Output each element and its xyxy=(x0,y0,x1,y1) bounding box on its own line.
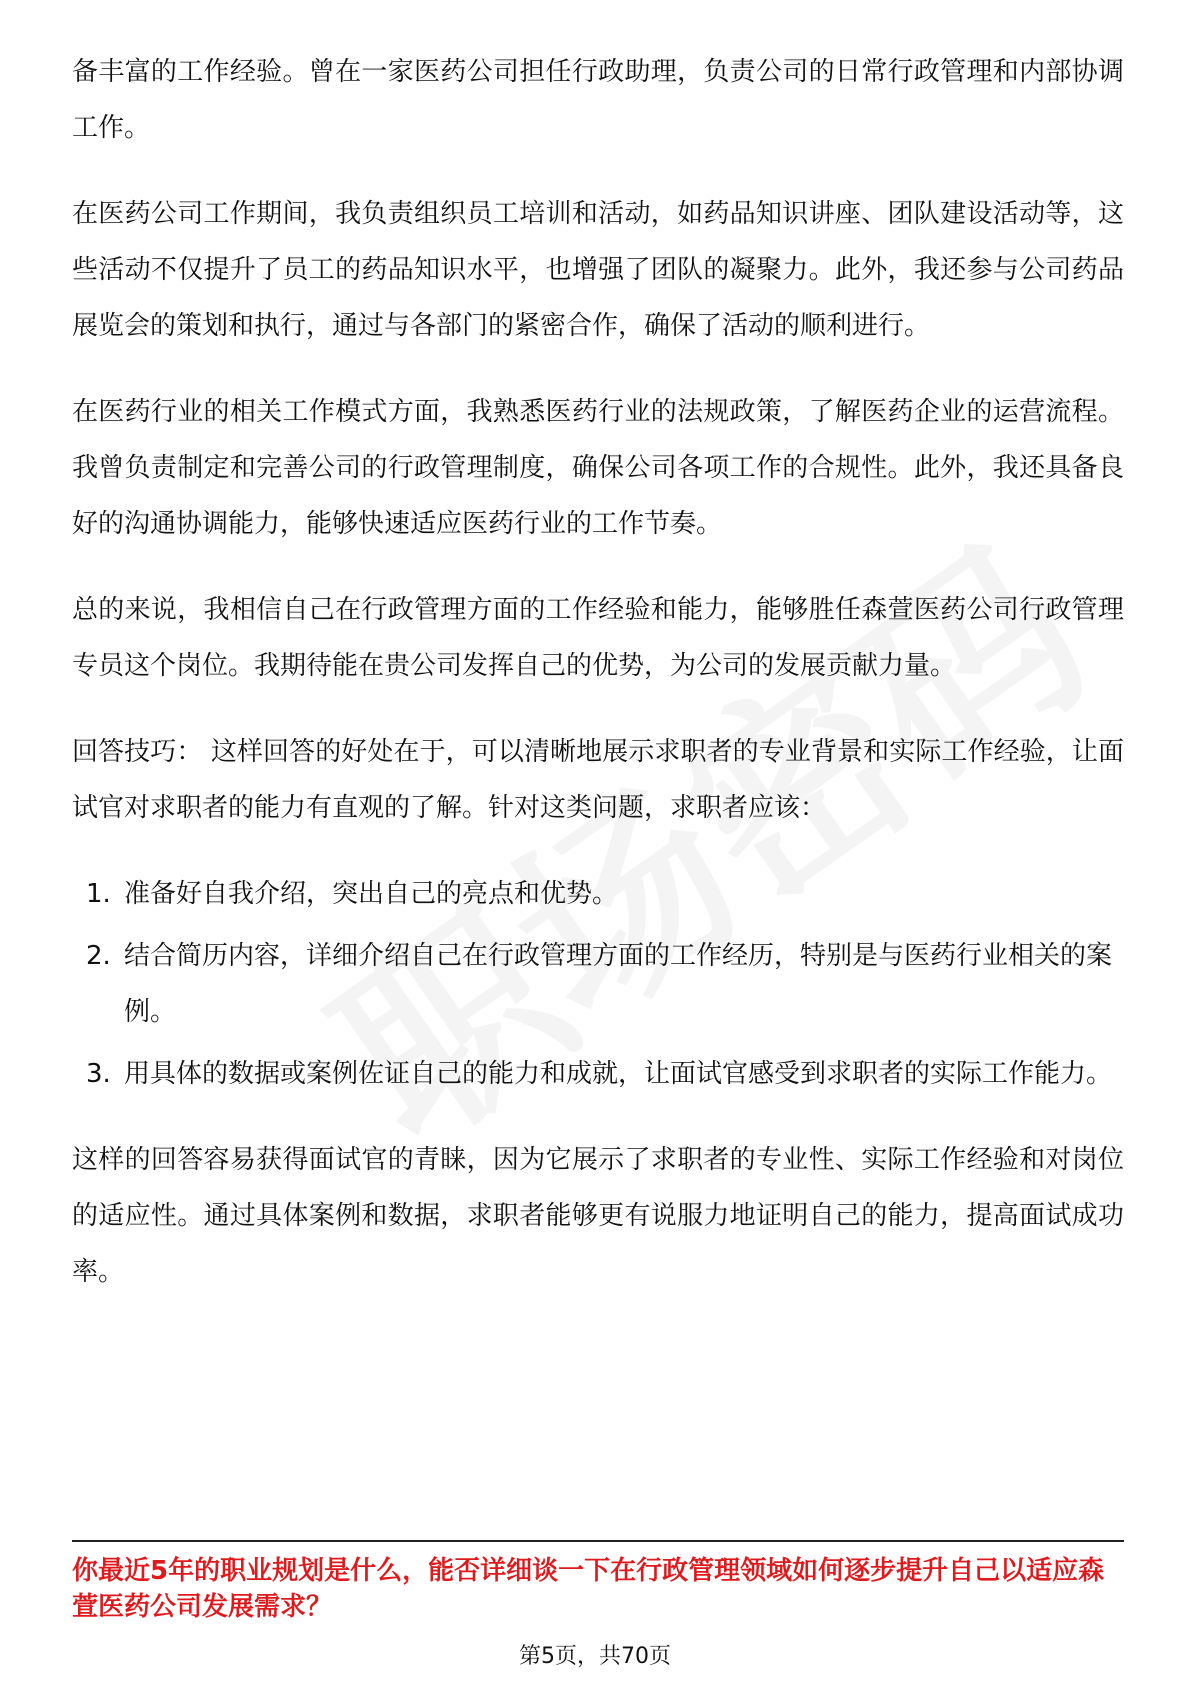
page-number: 第5页，共70页 xyxy=(519,1644,671,1669)
list-item xyxy=(72,866,1124,922)
list-item-number: 1. xyxy=(86,879,111,909)
paragraph-closing: 这样的回答容易获得面试官的青睐，因为它展示了求职者的专业性、实际工作经验和对岗位的适应性。通过具体案例和数据，求职者能够更有说服力地证明自己的能力，提高面试成功率。 xyxy=(72,1145,1124,1287)
list-item-text: 用具体的数据或案例佐证自己的能力和成就，让面试官感受到求职者的实际工作能力。 xyxy=(124,1059,1113,1089)
section-divider xyxy=(72,1540,1124,1542)
paragraph-industry-knowledge: 在医药行业的相关工作模式方面，我熟悉医药行业的法规政策，了解医药企业的运营流程。我曾负责制定和完善公司的行政管理制度，确保公司各项工作的合规性。此外，我还具备良好的沟通协调能力，能够快速适应医药行业的工作节奏。 xyxy=(72,397,1124,539)
paragraph-training-activities: 在医药公司工作期间，我负责组织员工培训和活动，如药品知识讲座、团队建设活动等，这些活动不仅提升了员工的药品知识水平，也增强了团队的凝聚力。此外，我还参与公司药品展览会的策划和执行，通过与各部门的紧密合作，确保了活动的顺利进行。 xyxy=(72,199,1124,341)
list-item-text: 结合简历内容，详细介绍自己在行政管理方面的工作经历，特别是与医药行业相关的案例。 xyxy=(124,941,1113,1027)
list-item xyxy=(72,928,1124,1040)
list-item xyxy=(72,1046,1124,1102)
paragraph-summary: 总的来说，我相信自己在行政管理方面的工作经验和能力，能够胜任森萱医药公司行政管理专员这个岗位。我期待能在贵公司发挥自己的优势，为公司的发展贡献力量。 xyxy=(72,595,1124,681)
tips-list xyxy=(72,866,1124,1102)
list-item-number: 2. xyxy=(86,941,111,971)
next-question-heading: 你最近5年的职业规划是什么，能否详细谈一下在行政管理领域如何逐步提升自己以适应森萱医药公司发展需求？ xyxy=(72,1556,1105,1622)
paragraph-answer-tips: 回答技巧： 这样回答的好处在于，可以清晰地展示求职者的专业背景和实际工作经验，让面试官对求职者的能力有直观的了解。针对这类问题，求职者应该： xyxy=(72,737,1124,823)
list-item-number: 3. xyxy=(86,1059,111,1089)
list-item-text: 准备好自我介绍，突出自己的亮点和优势。 xyxy=(124,879,619,909)
page-content xyxy=(72,44,1124,1330)
paragraph-experience-intro: 备丰富的工作经验。曾在一家医药公司担任行政助理，负责公司的日常行政管理和内部协调工作。 xyxy=(72,57,1124,143)
